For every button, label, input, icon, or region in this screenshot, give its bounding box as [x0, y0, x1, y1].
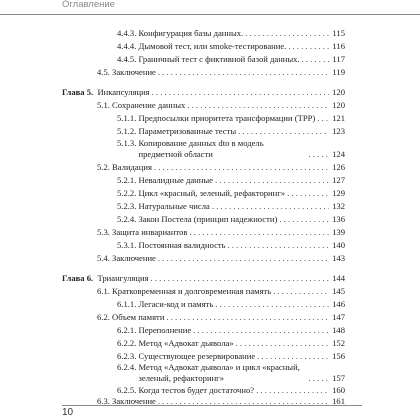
leader-dots — [193, 325, 329, 336]
toc-entry[interactable] — [97, 100, 345, 111]
toc-page: 161 — [332, 396, 345, 406]
toc-entry[interactable] — [117, 188, 345, 199]
toc-entry[interactable] — [117, 138, 345, 160]
toc-page: 139 — [332, 227, 345, 237]
leader-dots — [238, 126, 329, 137]
leader-dots — [187, 100, 329, 111]
toc-entry[interactable] — [117, 126, 345, 137]
leader-dots — [215, 175, 329, 186]
leader-dots — [245, 28, 329, 39]
toc-number: 4.5. — [97, 67, 110, 77]
toc-page: 140 — [332, 240, 345, 250]
toc-title: Кратковременная и долговременная память — [112, 286, 272, 296]
toc-number: 5.1. — [97, 100, 110, 110]
leader-dots — [257, 351, 329, 362]
toc-title: Конфигурация базы данных. — [138, 28, 244, 38]
toc-entry[interactable] — [117, 201, 345, 212]
toc-title: Предпосылки приоритета трансформации (TPP) — [138, 113, 316, 123]
toc-number: 5.3.1. — [117, 240, 137, 250]
toc-page: 152 — [332, 338, 345, 348]
toc-page: 143 — [332, 253, 345, 263]
toc-page: 146 — [332, 299, 345, 309]
toc-page: 148 — [332, 325, 345, 335]
toc-number: 5.3. — [97, 227, 110, 237]
toc-page: 116 — [332, 41, 345, 51]
leader-dots — [236, 338, 329, 349]
toc-entry[interactable] — [117, 362, 345, 384]
toc-entry[interactable] — [97, 286, 345, 297]
leader-dots — [287, 188, 329, 199]
toc-page: 129 — [332, 188, 345, 198]
toc-entry[interactable] — [97, 253, 345, 264]
footer-rule — [62, 405, 362, 406]
leader-dots — [154, 162, 329, 173]
toc-number: 5.1.3. — [117, 138, 137, 148]
toc-number: 6.2. — [97, 312, 110, 322]
toc-number: 6.1.1. — [117, 299, 137, 309]
leader-dots — [151, 273, 329, 284]
toc-entry[interactable] — [117, 325, 345, 336]
leader-dots — [309, 149, 330, 160]
toc-title: Заключение — [112, 67, 156, 77]
toc-page: 117 — [332, 54, 345, 64]
toc-number: 5.2.3. — [117, 201, 137, 211]
toc-number: 6.2.3. — [117, 351, 137, 361]
toc-number: 4.4.3. — [117, 28, 137, 38]
toc-page: 132 — [332, 201, 345, 211]
toc-title: Цикл «красный, зеленый, рефакторинг» — [138, 188, 286, 198]
toc-entry[interactable] — [117, 240, 345, 251]
leader-dots — [189, 227, 329, 238]
toc-number: 6.3. — [97, 396, 110, 406]
toc-title: Когда тестов будет достаточно? — [138, 385, 255, 395]
leader-dots — [256, 385, 329, 396]
toc-title: Закон Постела (принцип надежности) — [138, 214, 278, 224]
toc-entry[interactable] — [97, 312, 345, 323]
toc-title: Заключение — [112, 396, 156, 406]
toc-number: 4.4.4. — [117, 41, 137, 51]
leader-dots — [166, 312, 329, 323]
toc-title: Объем памяти — [112, 312, 165, 322]
toc-entry[interactable] — [117, 41, 345, 52]
chapter-number: Глава 6. — [62, 273, 94, 283]
toc-number: 5.2. — [97, 162, 110, 172]
leader-dots — [288, 41, 329, 52]
toc-page: 126 — [332, 162, 345, 172]
toc-title: Существующее резервирование — [138, 351, 256, 361]
toc-entry[interactable] — [117, 54, 345, 65]
toc-page: 120 — [332, 87, 345, 97]
leader-dots — [302, 54, 329, 65]
toc-number: 6.1. — [97, 286, 110, 296]
toc-title: Невалидные данные — [138, 175, 213, 185]
toc-title: Валидация — [112, 162, 152, 172]
toc-page: 127 — [332, 175, 345, 185]
toc-page: 147 — [332, 312, 345, 322]
toc-page: 157 — [332, 373, 345, 383]
header-title: Оглавление — [62, 0, 115, 10]
toc-title: Граничный тест с фиктивной базой данных. — [138, 54, 300, 64]
toc-entry[interactable] — [97, 67, 345, 78]
toc-entry[interactable] — [97, 227, 345, 238]
leader-dots — [152, 87, 329, 98]
chapter-title: Триангуляция — [97, 273, 149, 283]
leader-dots — [317, 113, 329, 124]
toc-entry[interactable] — [117, 351, 345, 362]
toc-number: 5.2.4. — [117, 214, 137, 224]
toc-page: 121 — [332, 113, 345, 123]
toc-title: Сохранение данных — [112, 100, 186, 110]
leader-dots — [228, 240, 329, 251]
toc-entry[interactable] — [97, 162, 345, 173]
chapter-title: Инкапсуляция — [97, 87, 150, 97]
running-header — [0, 0, 420, 15]
toc-title: Натуральные числа — [138, 201, 210, 211]
toc-page: 115 — [332, 28, 345, 38]
leader-dots — [309, 373, 330, 384]
toc-page: 119 — [332, 67, 345, 77]
toc-title: Заключение — [112, 253, 156, 263]
toc-page: 123 — [332, 126, 345, 136]
toc-title: Легаси-код и память — [138, 299, 214, 309]
toc-number: 6.2.5. — [117, 385, 137, 395]
toc-entry[interactable] — [117, 28, 345, 39]
toc-page: 136 — [332, 214, 345, 224]
toc-entry[interactable] — [117, 214, 345, 225]
toc-page: 156 — [332, 351, 345, 361]
page-number: 10 — [62, 407, 74, 418]
toc-page: 124 — [332, 149, 345, 159]
leader-dots — [158, 67, 329, 78]
toc-number: 6.2.2. — [117, 338, 137, 348]
toc-title: Параметризованные тесты — [138, 126, 237, 136]
toc-page: 120 — [332, 100, 345, 110]
toc-entry[interactable] — [117, 299, 345, 310]
toc-title: Защита инвариантов — [112, 227, 188, 237]
toc-chapter-entry[interactable] — [62, 273, 345, 284]
leader-dots — [158, 253, 329, 264]
toc-title: Метод «Адвокат дьявола» — [138, 338, 234, 348]
toc-title: Переполнение — [138, 325, 192, 335]
toc-number: 5.1.1. — [117, 113, 137, 123]
leader-dots — [279, 214, 329, 225]
toc-number: 5.4. — [97, 253, 110, 263]
toc-entry[interactable] — [117, 338, 345, 349]
toc-number: 5.1.2. — [117, 126, 137, 136]
toc-number: 5.2.2. — [117, 188, 137, 198]
toc-number: 6.2.1. — [117, 325, 137, 335]
toc-title: Дымовой тест, или smoke-тестирование. — [138, 41, 287, 51]
toc-entry[interactable] — [117, 385, 345, 396]
toc-number: 4.4.5. — [117, 54, 137, 64]
chapter-number: Глава 5. — [62, 87, 94, 97]
leader-dots — [273, 286, 329, 297]
toc-entry[interactable] — [117, 175, 345, 186]
toc-number: 6.2.4. — [117, 362, 137, 372]
toc-page: 145 — [332, 286, 345, 296]
toc-page: 144 — [332, 273, 345, 283]
toc-chapter-entry[interactable] — [62, 87, 345, 98]
leader-dots — [212, 201, 329, 212]
toc-title: Постоянная валидность — [138, 240, 226, 250]
leader-dots — [215, 299, 329, 310]
toc-title: Копирование данных dto в модель предметной области — [138, 138, 264, 159]
toc-title: Метод «Адвокат дьявола» и цикл «красный, зеленый, рефакторинг» — [138, 362, 300, 383]
toc-entry[interactable] — [117, 113, 345, 124]
toc-page: 160 — [332, 385, 345, 395]
toc-number: 5.2.1. — [117, 175, 137, 185]
